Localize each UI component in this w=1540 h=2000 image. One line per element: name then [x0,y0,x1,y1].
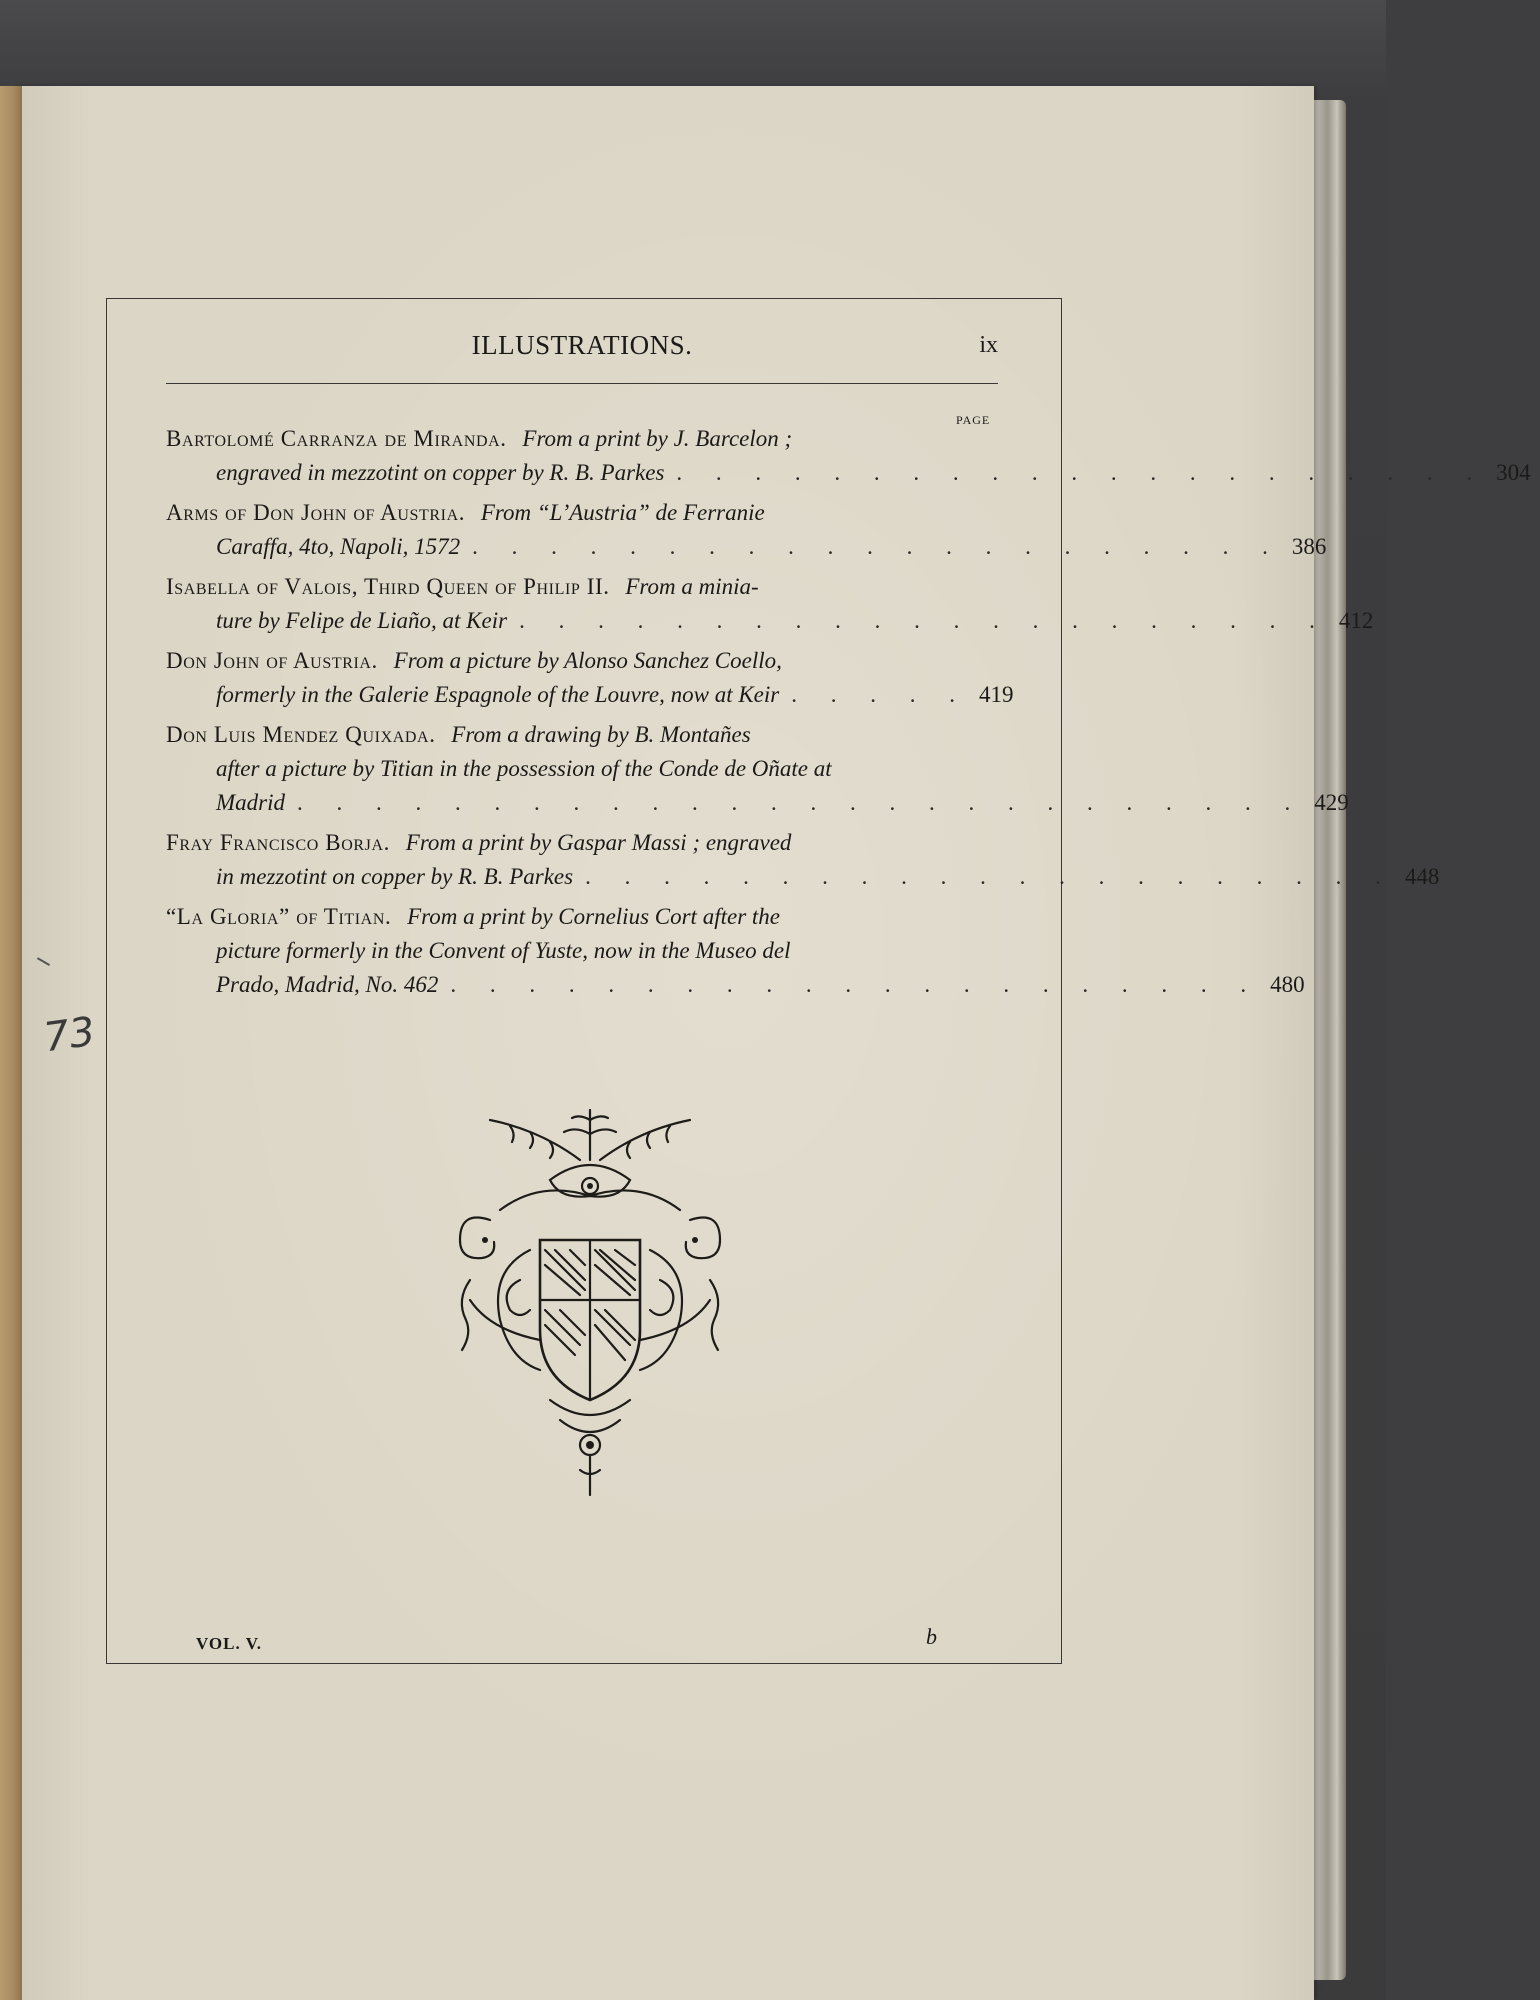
heraldic-crest-ornament-icon [430,1100,750,1500]
entry-title: Bartolomé Carranza de Miranda. [166,426,507,451]
list-item [166,900,1305,1002]
volume-label: VOL. V. [196,1634,263,1653]
entry-title: “La Gloria” of Titian. [166,904,392,929]
dot-leader: . . . . . [791,682,969,707]
page-column-label: PAGE [956,413,991,427]
list-item [166,496,1327,564]
entry-page: 412 [1338,608,1374,633]
dot-leader: . . . . . . . . . . . . . . . . . . . . . [585,864,1395,889]
list-item [166,570,1374,638]
entry-description: formerly in the Galerie Espagnole of the Louvre, now at Keir [216,682,780,707]
entry-page: 429 [1314,790,1349,815]
signature-mark: b [926,1624,937,1649]
entry-description: after a picture by Titian in the possession of the Conde de Oñate at [216,756,832,781]
dot-leader: . . . . . . . . . . . . . . . . . . . . . [472,534,1282,559]
dot-leader: . . . . . . . . . . . . . . . . . . . . . [450,972,1261,997]
entry-page: 480 [1270,972,1305,997]
entry-source: From a minia- [625,574,759,599]
list-item [166,422,1531,490]
dot-leader: . . . . . . . . . . . . . . . . . . . . . . . . . . [297,790,1305,815]
entry-description: engraved in mezzotint on copper by R. B. Parkes [216,460,665,485]
running-header [166,330,998,380]
entry-title: Don John of Austria. [166,648,378,673]
list-item [166,826,1440,894]
entry-page: 304 [1496,460,1531,485]
entry-source: From a print by Gaspar Massi ; engraved [405,830,792,855]
margin-handwritten-note: 73 [41,1008,98,1062]
list-item [166,644,1014,712]
entry-source: From a picture by Alonso Sanchez Coello, [393,648,782,673]
header-rule [166,383,998,384]
dot-leader: . . . . . . . . . . . . . . . . . . . . . [519,608,1329,633]
entry-description: in mezzotint on copper by R. B. Parkes [216,864,574,889]
entry-page: 448 [1404,864,1440,889]
entry-page: 419 [978,682,1014,707]
entry-source: From a print by Cornelius Cort after the [407,904,780,929]
margin-tick-mark [32,957,50,974]
entry-description-cont: Prado, Madrid, No. 462 [216,972,439,997]
entry-title: Don Luis Mendez Quixada. [166,722,436,747]
entry-title: Fray Francisco Borja. [166,830,391,855]
page-number: ix [979,332,998,358]
entry-description: picture formerly in the Convent of Yuste, now in the Museo del [216,938,791,963]
book-spine [0,86,22,2000]
page-title: ILLUSTRATIONS. [471,330,693,360]
entry-description: Caraffa, 4to, Napoli, 1572 [216,534,461,559]
entry-source: From a drawing by B. Montañes [451,722,751,747]
illustrations-list [166,420,1531,1008]
entry-description-cont: Madrid [216,790,285,815]
entry-source: From a print by J. Barcelon ; [522,426,793,451]
list-item [166,718,1349,820]
entry-title: Arms of Don John of Austria. [166,500,466,525]
dot-leader: . . . . . . . . . . . . . . . . . . . . . [676,460,1487,485]
entry-description: ture by Felipe de Liaño, at Keir [216,608,508,633]
entry-title: Isabella of Valois, Third Queen of Philip II. [166,574,610,599]
entry-source: From “L’Austria” de Ferranie [480,500,765,525]
entry-page: 386 [1291,534,1327,559]
